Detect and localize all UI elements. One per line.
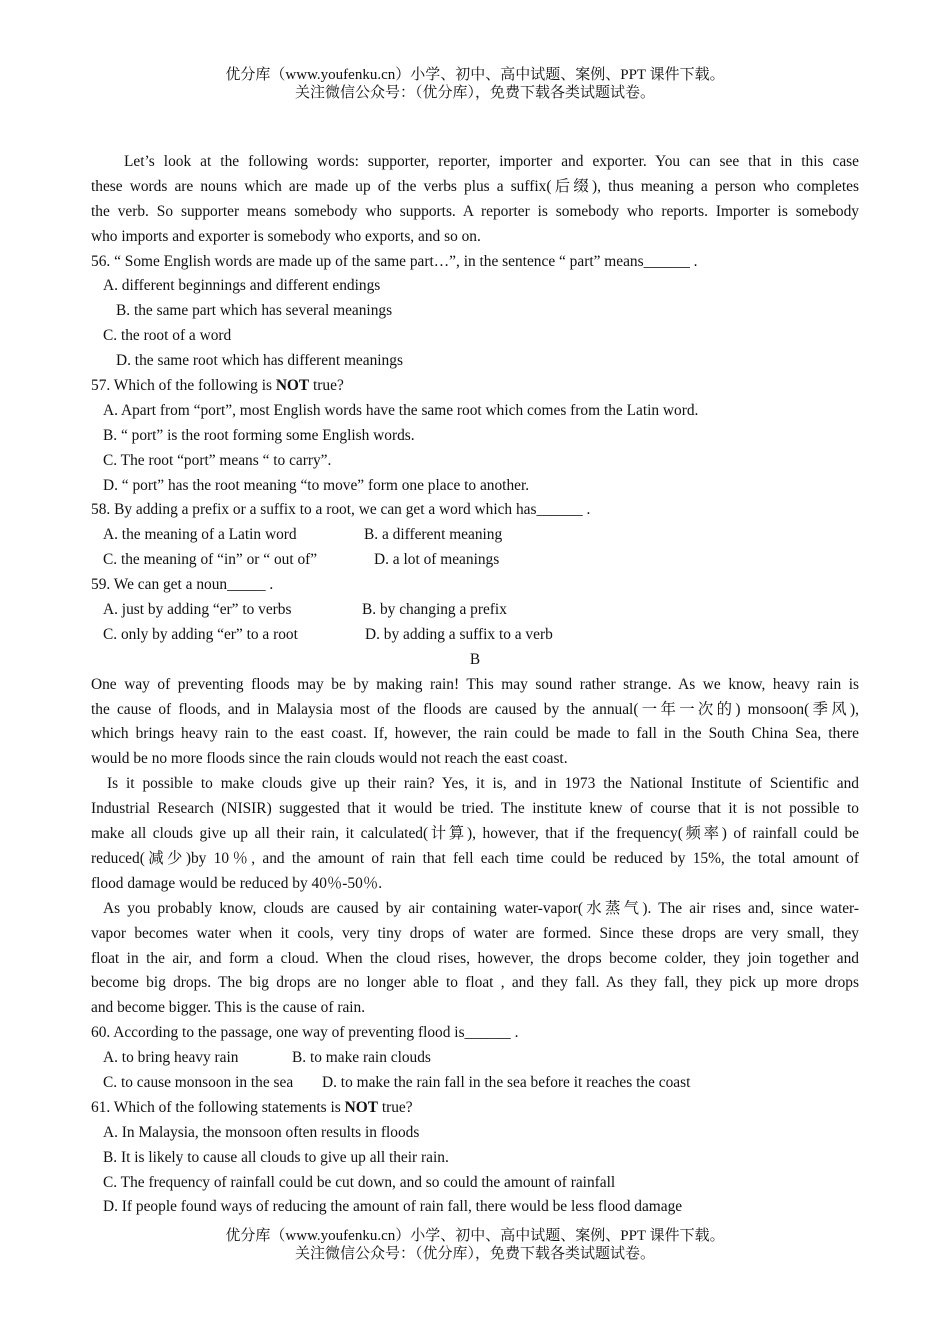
options-row xyxy=(91,598,859,623)
option-b: B. by changing a prefix xyxy=(362,601,507,619)
passage-line: float in the air, and form a cloud. When the cloud rises, however, the drops become colder, they join together and xyxy=(91,949,859,967)
option-a: A. to bring heavy rain xyxy=(103,1049,239,1067)
options-row xyxy=(91,1046,859,1071)
passage-line: vapor becomes water when it cools, very tiny drops of water are formed. Since these drops are very small, they xyxy=(91,924,859,942)
passage-line: and become bigger. This is the cause of rain. xyxy=(91,999,366,1017)
passage-line: reduced(减少)by 10％, and the amount of rain that fell each time could be reduced by 15%, the total amount of xyxy=(91,849,859,867)
option-c: C. The frequency of rainfall could be cut down, and so could the amount of rainfall xyxy=(103,1173,616,1191)
question-59 xyxy=(91,573,859,648)
passage-line: As you probably know, clouds are caused by air containing water-vapor(水蒸气). The air rises and, since water- xyxy=(103,899,859,917)
passage-line: the cause of floods, and in Malaysia most of the floods are caused by the annual(一年一次的) monsoon(季风), xyxy=(91,700,859,718)
options-row xyxy=(91,548,859,573)
option-d: D. If people found ways of reducing the amount of rain fall, there would be less flood damage xyxy=(103,1198,683,1216)
question-60 xyxy=(91,1021,859,1096)
question-stem: 58. By adding a prefix or a suffix to a root, we can get a word which has______ . xyxy=(91,501,591,519)
header-line-1: 优分库（www.youfenku.cn）小学、初中、高中试题、案例、PPT 课件下载。 xyxy=(225,67,725,83)
footer-line-2: 关注微信公众号：（优分库），免费下载各类试题试卷。 xyxy=(294,1246,655,1262)
question-stem: 59. We can get a noun_____ . xyxy=(91,576,274,594)
passage-line: Is it possible to make clouds give up their rain? Yes, it is, and in 1973 the National Institute of Scientific and xyxy=(107,775,859,793)
question-stem: 57. Which of the following is NOT true? xyxy=(91,377,344,395)
question-61 xyxy=(91,1096,859,1220)
page-footer xyxy=(0,1227,950,1263)
option-b: B. a different meaning xyxy=(364,526,503,544)
passage-a xyxy=(91,150,859,250)
passage-line: Let’s look at the following words: supporter, reporter, importer and exporter. You can see that in this case xyxy=(124,153,859,170)
option-d: D. to make the rain fall in the sea before it reaches the coast xyxy=(322,1073,691,1091)
question-57 xyxy=(91,374,859,498)
option-a: A. different beginnings and different endings xyxy=(103,277,381,295)
option-a: A. just by adding “er” to verbs xyxy=(103,601,292,619)
option-d: D. the same root which has different meanings xyxy=(116,352,403,370)
option-b: B. the same part which has several meanings xyxy=(116,302,393,320)
options-row xyxy=(91,523,859,548)
emphasis-not: NOT xyxy=(344,1098,378,1116)
option-c: C. to cause monsoon in the sea xyxy=(103,1073,294,1091)
option-c: C. the root of a word xyxy=(103,327,232,345)
passage-line: make all clouds give up all their rain, it calculated(计算), however, that if the frequency(频率) of rainfall could be xyxy=(91,825,859,843)
option-d: D. a lot of meanings xyxy=(374,551,500,569)
passage-line: the verb. So supporter means somebody who supports. A reporter is somebody who reports. Importer is somebody xyxy=(91,202,859,220)
options-row xyxy=(91,1071,859,1096)
option-c: C. only by adding “er” to a root xyxy=(103,625,298,643)
passage-line: would be no more floods since the rain clouds would not reach the east coast. xyxy=(91,750,568,768)
section-heading: B xyxy=(469,650,481,668)
question-58 xyxy=(91,498,859,573)
option-a: A. Apart from “port”, most English words have the same root which comes from the Latin word. xyxy=(103,401,699,419)
option-d: D. “ port” has the root meaning “to move” form one place to another. xyxy=(103,476,530,494)
option-b: B. “ port” is the root forming some English words. xyxy=(103,426,415,444)
passage-line: Industrial Research (NISIR) suggested that it would be tried. The institute knew of course that it is not possible to xyxy=(91,800,859,818)
option-a: A. the meaning of a Latin word xyxy=(103,526,297,544)
question-56 xyxy=(91,250,859,374)
option-c: C. The root “port” means “ to carry”. xyxy=(103,451,332,469)
passage-line: flood damage would be reduced by 40％-50％. xyxy=(91,874,383,892)
passage-line: One way of preventing floods may be by making rain! This may sound rather strange. As we know, heavy rain is xyxy=(91,675,859,693)
option-b: B. to make rain clouds xyxy=(292,1049,431,1067)
page-header xyxy=(0,66,950,102)
option-b: B. It is likely to cause all clouds to give up all their rain. xyxy=(103,1148,449,1166)
footer-line-1: 优分库（www.youfenku.cn）小学、初中、高中试题、案例、PPT 课件下载。 xyxy=(225,1228,725,1244)
option-a: A. In Malaysia, the monsoon often results in floods xyxy=(103,1123,420,1141)
emphasis-not: NOT xyxy=(275,377,310,395)
passage-line: who imports and exporter is somebody who exports, and so on. xyxy=(91,227,481,245)
exam-content xyxy=(91,150,859,1220)
options-row xyxy=(91,623,859,648)
passage-line: which brings heavy rain to the east coast. If, however, the rain could be made to fall in the South China Sea, there xyxy=(91,725,859,743)
passage-line: these words are nouns which are made up of the verbs plus a suffix(后缀), thus meaning a person who completes xyxy=(91,177,859,195)
passage-b xyxy=(91,673,859,1021)
header-line-2: 关注微信公众号：（优分库），免费下载各类试题试卷。 xyxy=(294,85,655,101)
passage-line: become big drops. The big drops are no longer able to float , and they fall. As they fall, they pick up more drops xyxy=(91,974,859,992)
question-stem: 60. According to the passage, one way of preventing flood is______ . xyxy=(91,1024,519,1042)
option-c: C. the meaning of “in” or “ out of” xyxy=(103,551,318,569)
question-stem: 56. “ Some English words are made up of the same part…”, in the sentence “ part” means______ . xyxy=(91,252,698,270)
question-stem: 61. Which of the following statements is NOT true? xyxy=(91,1098,413,1116)
option-d: D. by adding a suffix to a verb xyxy=(365,625,553,643)
